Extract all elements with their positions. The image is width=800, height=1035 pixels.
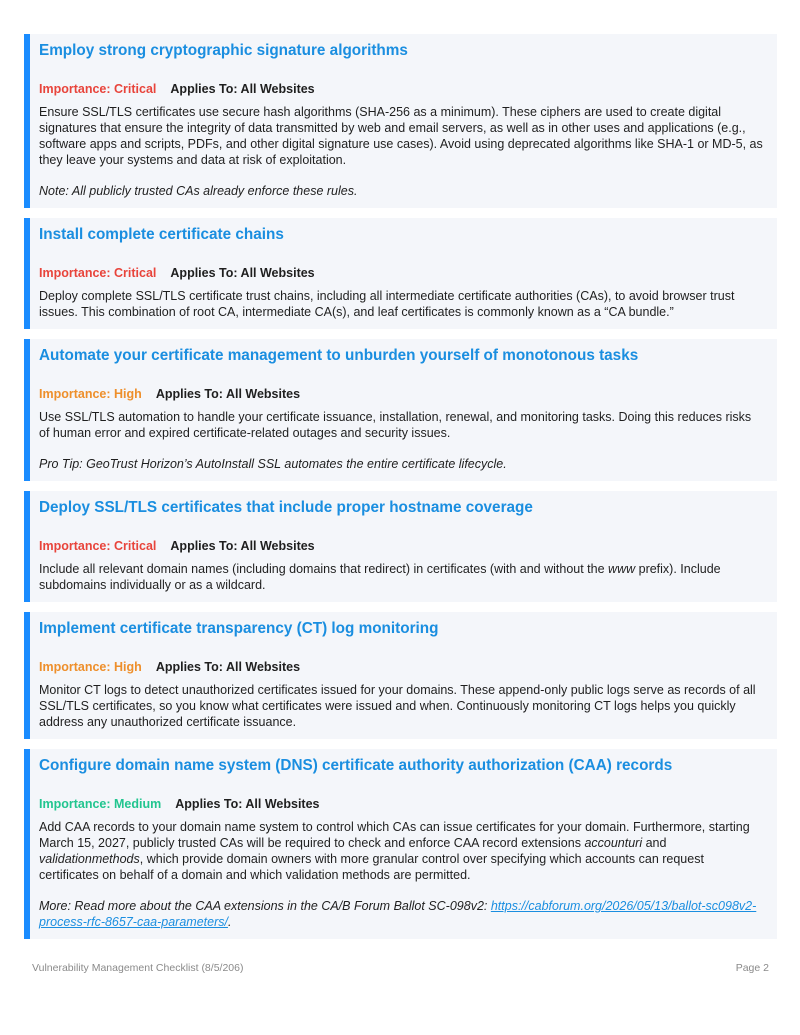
card-title: Automate your certificate management to unburden yourself of monotonous tasks: [39, 347, 639, 364]
card-note-text: .: [227, 915, 232, 929]
card-meta: [39, 386, 763, 402]
card-meta: [39, 81, 763, 97]
checklist-page: [24, 34, 777, 949]
applies-to-label: Applies To: All Websites: [155, 660, 301, 674]
applies-to-label: Applies To: All Websites: [155, 387, 301, 401]
card-title: Configure domain name system (DNS) certificate authority authorization (CAA) records: [39, 757, 673, 774]
card-title: Install complete certificate chains: [39, 226, 284, 243]
applies-to-label: Applies To: All Websites: [170, 82, 315, 96]
card-body: Deploy complete SSL/TLS certificate trust chains, including all intermediate certificate authorities (CAs), to avoid browser trust issues. This combination of root CA, intermediate CA(s), and leaf certificates is commonly known as a “CA bundle.”: [39, 289, 735, 319]
importance-badge: Importance: Critical: [39, 266, 157, 280]
card-note: [39, 898, 763, 930]
card-body-text: and: [642, 836, 667, 850]
card-body-text: Include all relevant domain names (including domains that redirect) in certificates (with and without the: [39, 562, 609, 576]
card-body-emphasis: validationmethods: [39, 852, 140, 866]
card-note: Note: All publicly trusted CAs already enforce these rules.: [39, 184, 358, 198]
checklist-card: [24, 612, 777, 739]
importance-badge: Importance: High: [39, 660, 142, 674]
card-body: [39, 819, 763, 883]
card-note-text: More: Read more about the CAA extensions in the CA/B Forum Ballot SC-098v2:: [39, 899, 491, 913]
card-body-emphasis: accounturi: [584, 836, 643, 850]
importance-badge: Importance: Medium: [39, 797, 162, 811]
card-note: Pro Tip: GeoTrust Horizon’s AutoInstall SSL automates the entire certificate lifecycle.: [39, 457, 507, 471]
card-body-text: Add CAA records to your domain name system to control which CAs can issue certificates for your domain. Furthermore, starting March 15, 2027, publicly trusted CAs will be required to check and enforce CAA record extensions: [39, 820, 750, 850]
card-body: Ensure SSL/TLS certificates use secure hash algorithms (SHA-256 as a minimum). These ciphers are used to create digital signatures that ensure the integrity of data transmitted by web and email servers, as well as in other uses and applications (e.g., software apps and scripts, PDFs, and other digital signature use cases). Avoid using deprecated algorithms like SHA-1 or MD-5, as they leave your systems and data at risk of exploitation.: [39, 105, 763, 167]
checklist-card: [24, 749, 777, 939]
card-body: [39, 561, 763, 593]
checklist-card: [24, 491, 777, 602]
card-title: Deploy SSL/TLS certificates that include proper hostname coverage: [39, 499, 533, 516]
cabforum-ballot-link[interactable]: https://cabforum.org/2026/05/13/ballot-sc098v2-process-rfc-8657-caa-parameters/: [39, 899, 757, 929]
card-body-emphasis: www: [608, 562, 636, 576]
footer-page-number: Page 2: [735, 962, 769, 974]
importance-badge: Importance: Critical: [39, 539, 157, 553]
importance-badge: Importance: High: [39, 387, 142, 401]
checklist-card: [24, 34, 777, 208]
applies-to-label: Applies To: All Websites: [170, 266, 315, 280]
card-body-text: prefix). Include subdomains individually or as a wildcard.: [39, 562, 721, 592]
card-body: Use SSL/TLS automation to handle your certificate issuance, installation, renewal, and monitoring tasks. Doing this reduces risks of human error and expired certificate-related outages and security issues.: [39, 410, 752, 440]
card-body-text: , which provide domain owners with more granular control over specifying which accounts can request certificates on behalf of a domain and which validation methods are permitted.: [39, 852, 704, 882]
card-meta: [39, 538, 763, 554]
card-title: Employ strong cryptographic signature algorithms: [39, 42, 408, 59]
importance-badge: Importance: Critical: [39, 82, 157, 96]
card-meta: [39, 659, 763, 675]
card-body: Monitor CT logs to detect unauthorized certificates issued for your domains. These append-only public logs serve as records of all SSL/TLS certificates, so you know what certificates were issued and when. Continuously monitoring CT logs helps you quickly address any unauthorized certificate issuance.: [39, 683, 756, 729]
checklist-card: [24, 218, 777, 329]
applies-to-label: Applies To: All Websites: [170, 539, 315, 553]
checklist-card: [24, 339, 777, 481]
card-meta: [39, 265, 763, 281]
card-meta: [39, 796, 763, 812]
footer-document-title: Vulnerability Management Checklist (8/5/206): [32, 962, 244, 974]
applies-to-label: Applies To: All Websites: [175, 797, 320, 811]
card-title: Implement certificate transparency (CT) log monitoring: [39, 620, 439, 637]
